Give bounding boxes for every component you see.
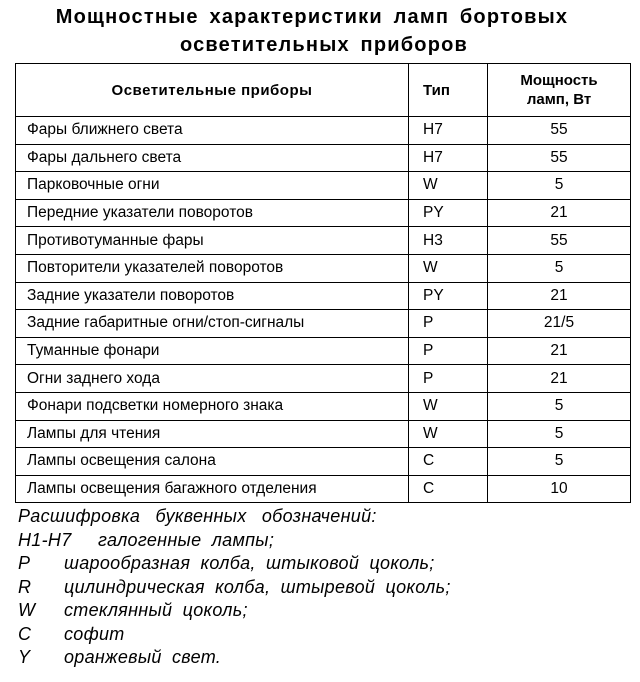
page-title-line-2: осветительных приборов <box>179 34 469 56</box>
lamp-type-cell: P <box>409 310 488 338</box>
lamp-type-cell: PY <box>409 282 488 310</box>
lamp-power-cell: 5 <box>488 392 631 420</box>
table-row <box>16 199 631 227</box>
table-row <box>16 282 631 310</box>
device-name-cell: Передние указатели поворотов <box>16 199 409 227</box>
legend-description: цилиндрическая колба, штыревой цоколь; <box>64 576 451 597</box>
legend-description: галогенные лампы; <box>98 529 275 550</box>
legend-item <box>18 599 451 623</box>
lamp-type-cell: H7 <box>409 117 488 145</box>
header-power-line-1: Мощность <box>520 72 598 89</box>
lamp-type-cell: C <box>409 475 488 503</box>
lamp-type-cell: W <box>409 392 488 420</box>
lamp-power-cell: 21 <box>488 365 631 393</box>
lamp-type-cell: H3 <box>409 227 488 255</box>
lamp-type-cell: PY <box>409 199 488 227</box>
lamp-type-cell: C <box>409 448 488 476</box>
lamp-power-cell: 21 <box>488 282 631 310</box>
legend-item <box>18 576 451 600</box>
device-name-cell: Задние габаритные огни/стоп-сигналы <box>16 310 409 338</box>
table-header-row <box>16 64 631 117</box>
legend-code: C <box>18 623 32 644</box>
legend-item <box>18 529 451 553</box>
device-name-cell: Фонари подсветки номерного знака <box>16 392 409 420</box>
lamp-power-cell: 55 <box>488 117 631 145</box>
device-name-cell: Огни заднего хода <box>16 365 409 393</box>
header-lamp-power <box>488 64 631 117</box>
device-name-cell: Парковочные огни <box>16 172 409 200</box>
legend-description: шарообразная колба, штыковой цоколь; <box>64 553 435 573</box>
lamp-power-cell: 21/5 <box>488 310 631 338</box>
device-name-cell: Лампы освещения салона <box>16 448 409 476</box>
header-power-line-2: ламп, Вт <box>526 91 592 108</box>
legend-description: софит <box>64 623 125 644</box>
lamp-power-table <box>15 63 631 503</box>
legend-code: W <box>18 600 36 620</box>
lamp-power-cell: 55 <box>488 144 631 172</box>
page-title-line-1: Мощностные характеристики ламп бортовых <box>55 6 569 28</box>
table-row <box>16 420 631 448</box>
legend-code: Y <box>18 647 31 667</box>
legend-description: оранжевый свет. <box>64 647 222 667</box>
legend-heading: Расшифровка буквенных обозначений: <box>18 506 377 526</box>
lamp-power-cell: 21 <box>488 337 631 365</box>
lamp-power-cell: 10 <box>488 475 631 503</box>
legend-code: R <box>18 576 32 597</box>
table-row <box>16 310 631 338</box>
device-name-cell: Лампы для чтения <box>16 420 409 448</box>
table-row <box>16 172 631 200</box>
legend-item <box>18 552 451 576</box>
device-name-cell: Лампы освещения багажного отделения <box>16 475 409 503</box>
table-row <box>16 448 631 476</box>
table-row <box>16 254 631 282</box>
table-row <box>16 117 631 145</box>
table-row <box>16 475 631 503</box>
table-row <box>16 365 631 393</box>
lamp-type-cell: W <box>409 254 488 282</box>
lamp-power-cell: 5 <box>488 254 631 282</box>
device-name-cell: Повторители указателей поворотов <box>16 254 409 282</box>
device-name-cell: Туманные фонари <box>16 337 409 365</box>
device-name-cell: Задние указатели поворотов <box>16 282 409 310</box>
lamp-type-cell: P <box>409 337 488 365</box>
lamp-type-cell: W <box>409 420 488 448</box>
device-name-cell: Противотуманные фары <box>16 227 409 255</box>
legend-description: стеклянный цоколь; <box>64 600 248 620</box>
lamp-power-cell: 21 <box>488 199 631 227</box>
lamp-type-cell: P <box>409 365 488 393</box>
table-row <box>16 144 631 172</box>
header-lighting-devices: Осветительные приборы <box>16 64 409 117</box>
lamp-power-cell: 5 <box>488 448 631 476</box>
legend-item <box>18 623 451 647</box>
legend-code: P <box>18 553 31 573</box>
legend-item <box>18 646 451 670</box>
legend-code: H1-H7 <box>18 529 72 550</box>
table-row <box>16 337 631 365</box>
legend <box>18 505 451 670</box>
device-name-cell: Фары ближнего света <box>16 117 409 145</box>
table-row <box>16 227 631 255</box>
header-type: Тип <box>409 64 488 117</box>
device-name-cell: Фары дальнего света <box>16 144 409 172</box>
lamp-power-cell: 5 <box>488 420 631 448</box>
lamp-type-cell: W <box>409 172 488 200</box>
table-row <box>16 392 631 420</box>
lamp-power-cell: 55 <box>488 227 631 255</box>
lamp-power-cell: 5 <box>488 172 631 200</box>
lamp-type-cell: H7 <box>409 144 488 172</box>
